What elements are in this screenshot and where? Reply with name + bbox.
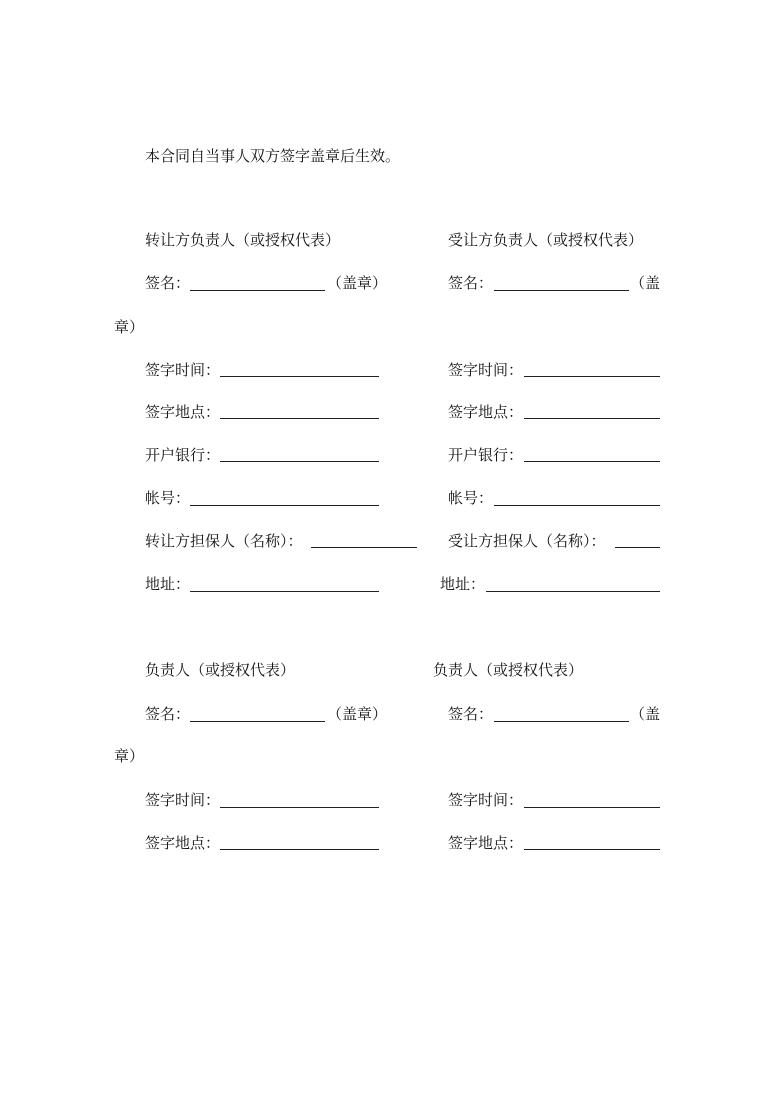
party-b-bank-label: 开户银行： [448, 446, 524, 464]
party-a-account-field[interactable] [190, 505, 379, 506]
party-a-guarantor-field[interactable] [311, 547, 417, 548]
party-b-address-field[interactable] [486, 591, 660, 592]
guarantor-b-title: 负责人（或授权代表） [433, 661, 584, 679]
party-b-account-label: 帐号： [448, 489, 494, 507]
guarantor-b-sign-time-label: 签字时间： [448, 791, 524, 809]
guarantor-b-seal-wrap: 章） [114, 747, 145, 765]
party-b-seal-wrap: 章） [114, 318, 145, 336]
party-a-address-field[interactable] [190, 591, 379, 592]
guarantor-b-sign-place-field[interactable] [524, 849, 660, 850]
guarantor-a-sign-field[interactable] [190, 721, 325, 722]
guarantor-a-sign-label: 签名： [145, 705, 191, 723]
party-b-title: 受让方负责人（或授权代表） [448, 231, 644, 249]
party-b-account-field[interactable] [494, 505, 660, 506]
party-a-title: 转让方负责人（或授权代表） [145, 231, 341, 249]
party-a-bank-field[interactable] [220, 461, 379, 462]
party-b-address-label: 地址： [440, 575, 486, 593]
party-a-address-label: 地址： [145, 575, 191, 593]
party-a-sign-place-label: 签字地点： [145, 403, 221, 421]
guarantor-b-sign-field[interactable] [494, 721, 629, 722]
guarantor-b-sign-label: 签名： [448, 705, 494, 723]
party-b-bank-field[interactable] [524, 461, 660, 462]
party-a-sign-field[interactable] [190, 290, 325, 291]
guarantor-a-title: 负责人（或授权代表） [145, 661, 296, 679]
party-a-account-label: 帐号： [145, 489, 191, 507]
guarantor-b-seal-label: （盖 [630, 705, 661, 723]
guarantor-a-sign-place-field[interactable] [220, 849, 379, 850]
guarantor-a-sign-time-label: 签字时间： [145, 791, 221, 809]
party-b-sign-time-field[interactable] [524, 376, 660, 377]
guarantor-b-sign-place-label: 签字地点： [448, 834, 524, 852]
party-a-guarantor-label: 转让方担保人（名称）： [145, 532, 303, 550]
party-b-sign-place-label: 签字地点： [448, 403, 524, 421]
party-a-sign-time-field[interactable] [220, 376, 379, 377]
party-a-sign-place-field[interactable] [220, 418, 379, 419]
party-b-sign-place-field[interactable] [524, 418, 660, 419]
party-b-sign-time-label: 签字时间： [448, 361, 524, 379]
party-b-guarantor-label: 受让方担保人（名称）： [448, 532, 606, 550]
party-a-sign-label: 签名： [145, 274, 191, 292]
party-b-sign-field[interactable] [494, 290, 629, 291]
party-a-bank-label: 开户银行： [145, 446, 221, 464]
effect-clause: 本合同自当事人双方签字盖章后生效。 [145, 147, 401, 165]
guarantor-a-sign-place-label: 签字地点： [145, 834, 221, 852]
party-b-seal-label: （盖 [630, 274, 661, 292]
guarantor-a-sign-time-field[interactable] [220, 807, 379, 808]
party-a-seal-label: （盖章） [327, 274, 388, 292]
guarantor-b-sign-time-field[interactable] [524, 807, 660, 808]
party-b-guarantor-field[interactable] [615, 547, 660, 548]
party-b-sign-label: 签名： [448, 274, 494, 292]
guarantor-a-seal-label: （盖章） [327, 705, 388, 723]
party-a-sign-time-label: 签字时间： [145, 361, 221, 379]
